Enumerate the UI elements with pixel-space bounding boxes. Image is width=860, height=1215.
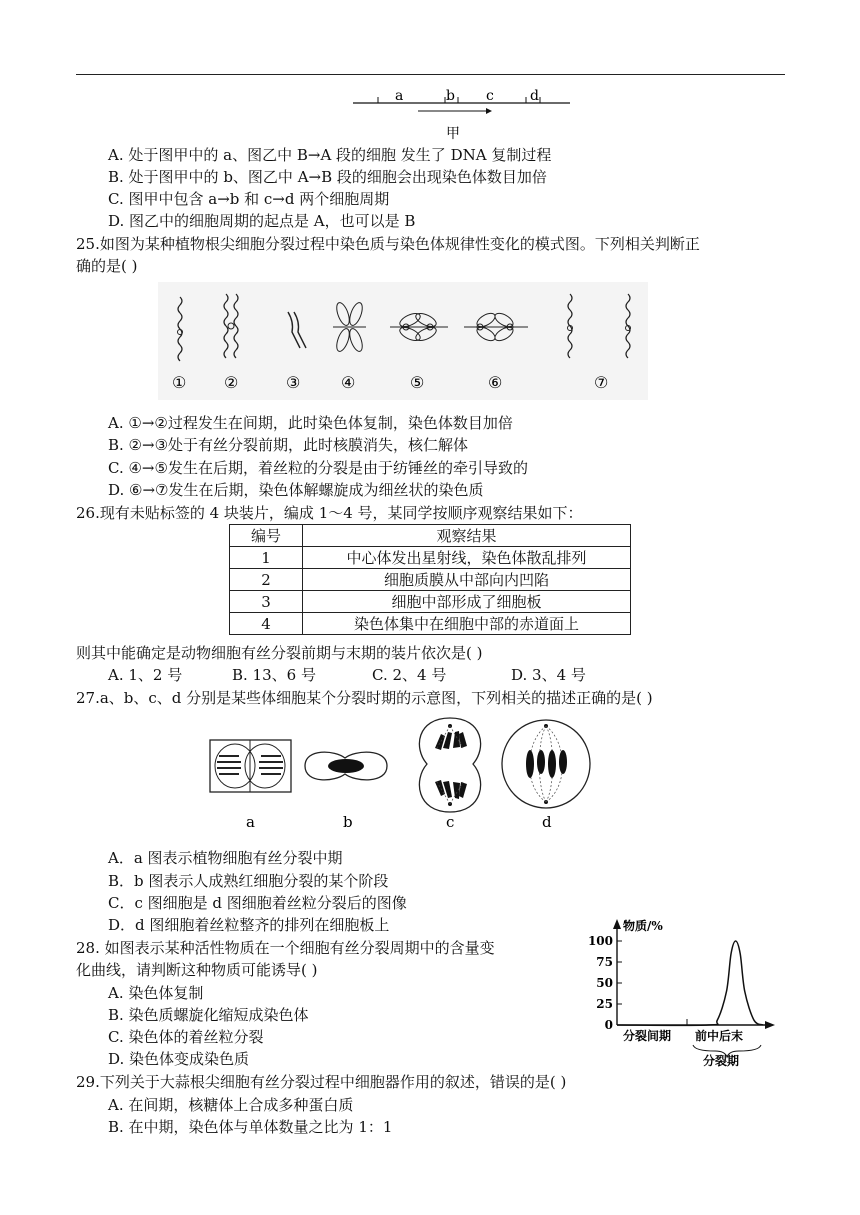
table-header-row: [230, 525, 631, 547]
figure-label-7: ⑦: [594, 373, 609, 392]
mark-a: a: [395, 88, 404, 104]
mark-b: b: [446, 88, 455, 104]
table-row: [230, 613, 631, 635]
q25-option-c: C. ④→⑤发生在后期，着丝粒的分裂是由于纺锤丝的牵引导致的: [108, 459, 528, 477]
q24-option-d: D. 图乙中的细胞周期的起点是 A，也可以是 B: [108, 212, 416, 230]
q27-option-d: D．d 图细胞着丝粒整齐的排列在细胞板上: [108, 916, 390, 934]
table-cell: 细胞质膜从中部向内凹陷: [303, 569, 631, 591]
table-row: [230, 569, 631, 591]
q27-option-b: B．b 图表示人成熟红细胞分裂的某个阶段: [108, 872, 389, 890]
table-cell: 3: [230, 591, 303, 613]
figure-jia: [340, 84, 580, 144]
q26-option-b: B. 13、6 号: [232, 666, 316, 684]
chart-stage-interphase: 分裂间期: [623, 1029, 672, 1043]
mark-d: d: [530, 88, 539, 104]
figure-jia-caption: 甲: [446, 126, 460, 142]
cell-division-figure: [205, 712, 600, 837]
q26-option-c: C. 2、4 号: [372, 666, 447, 684]
chart-group-label: 分裂期: [703, 1054, 740, 1067]
cell-label-a: a: [246, 813, 255, 831]
q26-followup: 则其中能确定是动物细胞有丝分裂前期与末期的装片依次是( ): [76, 644, 483, 662]
cell-label-b: b: [343, 813, 353, 831]
figure-label-6: ⑥: [488, 373, 503, 392]
figure-label-1: ①: [172, 373, 187, 392]
q28-option-a: A. 染色体复制: [108, 984, 204, 1002]
chart-ytick-label: 25: [596, 997, 613, 1011]
q25-option-a: A. ①→②过程发生在间期，此时染色体复制，染色体数目加倍: [108, 414, 513, 432]
q25-option-d: D. ⑥→⑦发生在后期，染色体解螺旋成为细丝状的染色质: [108, 481, 484, 499]
cell-label-c: c: [446, 813, 455, 831]
q28-option-c: C. 染色体的着丝粒分裂: [108, 1028, 264, 1046]
table-cell: 2: [230, 569, 303, 591]
q26-option-d: D. 3、4 号: [511, 666, 586, 684]
figure-label-4: ④: [341, 373, 356, 392]
q24-option-a: A. 处于图甲中的 a、图乙中 B→A 段的细胞 发生了 DNA 复制过程: [108, 146, 552, 164]
q24-option-b: B. 处于图甲中的 b、图乙中 A→B 段的细胞会出现染色体数目加倍: [108, 168, 547, 186]
chromatin-figure: [158, 282, 648, 400]
chart-ytick-label: 0: [604, 1018, 613, 1032]
figure-label-2: ②: [224, 373, 239, 392]
q24-option-c: C. 图甲中包含 a→b 和 c→d 两个细胞周期: [108, 190, 390, 208]
mark-c: c: [486, 88, 494, 104]
q26-option-a: A. 1、2 号: [108, 666, 183, 684]
q27-option-a: A．a 图表示植物细胞有丝分裂中期: [108, 849, 343, 867]
table-cell: 1: [230, 547, 303, 569]
q25-stem: 25.如图为某种植物根尖细胞分裂过程中染色质与染色体规律性变化的模式图。下列相关判断正: [76, 235, 700, 253]
table-header-result: 观察结果: [303, 525, 631, 547]
q26-stem: 26.现有未贴标签的 4 块装片，编成 1～4 号，某同学按顺序观察结果如下：: [76, 504, 583, 522]
figure-label-5: ⑤: [410, 373, 425, 392]
observation-table: [229, 524, 631, 635]
table-cell: 染色体集中在细胞中部的赤道面上: [303, 613, 631, 635]
q29-stem: 29.下列关于大蒜根尖细胞有丝分裂过程中细胞器作用的叙述，错误的是( ): [76, 1073, 567, 1091]
q27-stem: 27.a、b、c、d 分别是某些体细胞某个分裂时期的示意图，下列相关的描述正确的是( ): [76, 689, 653, 707]
chart-series-line: [617, 941, 763, 1025]
header-rule: [76, 74, 785, 75]
table-cell: 4: [230, 613, 303, 635]
chart-ytick-label: 50: [596, 976, 613, 990]
figure-label-3: ③: [286, 373, 301, 392]
table-row: [230, 591, 631, 613]
chart-ytick-label: 75: [596, 955, 613, 969]
q25-option-b: B. ②→③处于有丝分裂前期，此时核膜消失，核仁解体: [108, 436, 469, 454]
cell-label-d: d: [542, 813, 552, 831]
chart-ylabel: 物质/%: [623, 919, 663, 933]
chart-stage-mitosis: 前中后末: [695, 1029, 744, 1043]
table-cell: 中心体发出星射线，染色体散乱排列: [303, 547, 631, 569]
table-header-number: 编号: [230, 525, 303, 547]
table-cell: 细胞中部形成了细胞板: [303, 591, 631, 613]
q29-option-a: A. 在间期，核糖体上合成多种蛋白质: [108, 1096, 354, 1114]
q28-option-b: B. 染色质螺旋化缩短成染色体: [108, 1006, 309, 1024]
q28-stem-cont: 化曲线，请判断这种物质可能诱导( ): [76, 961, 318, 979]
q29-option-b: B. 在中期，染色体与单体数量之比为 1：1: [108, 1118, 393, 1136]
q27-option-c: C．c 图细胞是 d 图细胞着丝粒分裂后的图像: [108, 894, 407, 912]
q28-option-d: D. 染色体变成染色质: [108, 1050, 250, 1068]
chart-ytick-label: 100: [587, 934, 613, 948]
q28-stem: 28. 如图表示某种活性物质在一个细胞有丝分裂周期中的含量变: [76, 939, 495, 957]
table-row: [230, 547, 631, 569]
substance-content-chart: [585, 915, 785, 1067]
q25-stem-cont: 确的是( ): [76, 257, 138, 275]
